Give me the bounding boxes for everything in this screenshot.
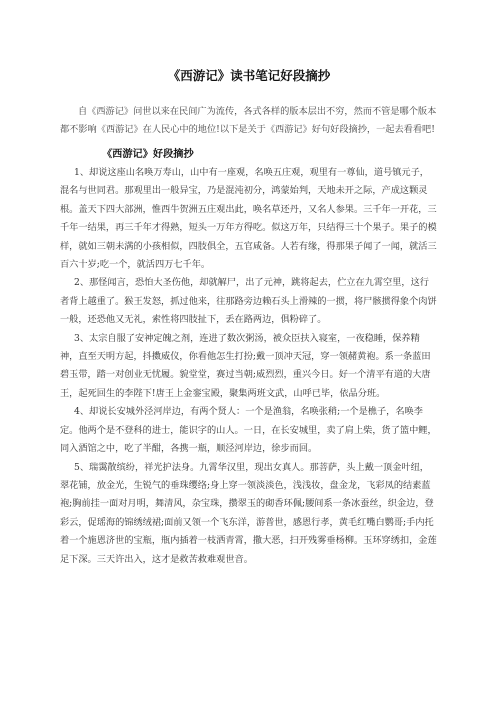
excerpt-paragraph-3: 3、太宗自服了安神定魄之剂，连进了数次粥汤，被众臣扶入寝室，一夜稳睡，保养精神，直至天明方起，抖擞威仪，你看他怎生打扮;戴一顶冲天冠，穿一领赭黄袍。系一条蓝田碧玉带，踏一对创业无忧履。貌堂堂，赛过当朝;威烈烈，重兴今日。好一个清平有道的大唐王，起死回生的李陛下!唐王上金銮宝殿，聚集两班文武，山呼已毕，依品分班。 [60, 332, 431, 399]
excerpt-paragraph-1: 1、却说这座山名唤万寿山，山中有一座观，名唤五庄观，观里有一尊仙，道号镇元子，混名与世同君。那观里出一般异宝，乃是混沌初分，鸿蒙始判，天地未开之际，产成这颗灵根。盖天下四大部洲，惟西牛贺洲五庄观出此，唤名草还丹，又名人参果。三千年一开花，三千年一结果，再三千年才得熟，短头一万年方得吃。似这万年，只结得三十个果子。果子的模样，就如三朝未满的小孩相似，四肢俱全，五官咸备。人若有缘，得那果子闻了一闻，就活三百六十岁;吃一个，就活四万七千年。 [60, 167, 437, 271]
excerpt-paragraph-2: 2、那怪闻言，恐怕大圣伤他，却就解尸，出了元神，跳将起去，伫立在九霄空里，这行者背上越重了。猴王发怒，抓过他来，往那路旁边赖石头上滑辣的一掼，将尸骸掼得象个肉饼一般，还恐他又无礼，索性将四肢扯下，丢在路两边，俱粉碎了。 [60, 277, 437, 326]
section-heading: 《西游记》好段摘抄 [102, 149, 194, 160]
document-title: 《西游记》读书笔记好段摘抄 [167, 68, 331, 83]
excerpt-paragraph-5: 5、瑞霭散缤纷，祥光护法身。九霄华汉里，现出女真人。那菩萨，头上戴一顶金叶纽，翠花铺，放金光，生锐气的垂珠缨络;身上穿一领淡淡色，浅浅妆，盘金龙，飞彩凤的结素蓝袍;胸前挂一面对月明，舞清风，杂宝珠，攒翠玉的砌香环佩;腰间系一条冰蚕丝，织金边，登彩云，促瑶海的锦绣绒裙;面前又领一个飞东洋，游普世，感恩行孝，黄毛红嘴白鹦哥;手内托着一个施恩济世的宝瓶，瓶内插着一枝洒青霄，撒大恶，扫开残雾垂杨柳。玉环穿绣扣，金莲足下深。三天许出入，这才是救苦救难观世音。 [60, 461, 437, 565]
excerpt-paragraph-4: 4、却说长安城外泾河岸边，有两个贤人：一个是渔翁，名唤张稍;一个是樵子，名唤李定。他两个是不登科的进士，能识字的山人。一日，在长安城里，卖了肩上柴，货了篮中鲤，同入酒馆之中，吃了半酣，各携一瓶，顺泾河岸边，徐步而回。 [60, 406, 437, 455]
intro-paragraph: 自《西游记》问世以来在民间广为流传，各式各样的版本层出不穷，然而不管是哪个版本都不影响《西游记》在人民心中的地位!以下是关于《西游记》好句好段摘抄，一起去看看吧! [60, 106, 437, 135]
